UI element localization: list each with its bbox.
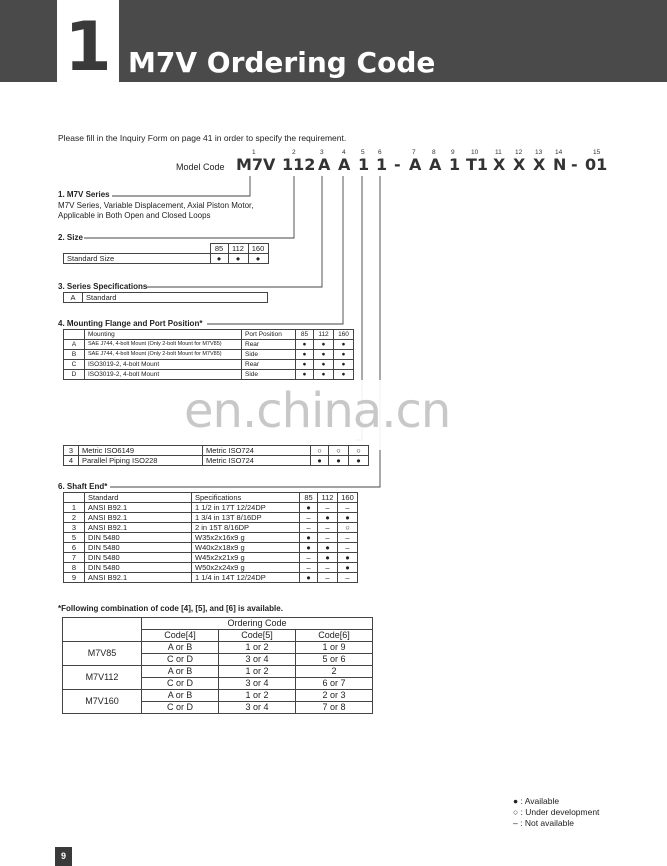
legend-label: : Under development	[520, 807, 600, 817]
header-cell: 112	[314, 330, 334, 340]
code-cell: 2	[296, 666, 373, 678]
leader-line-series	[112, 176, 250, 196]
port-cell: Rear	[242, 340, 296, 350]
position-number: 2	[292, 149, 296, 156]
position-number: 6	[378, 149, 382, 156]
code-part: X	[493, 155, 506, 174]
code-cell: 2	[64, 513, 85, 523]
availability-mark: ●	[338, 513, 358, 523]
availability-mark: ○	[349, 446, 369, 456]
under-development-icon: ○	[513, 807, 519, 817]
code-cell: A	[64, 340, 85, 350]
availability-mark: ●	[300, 573, 318, 583]
leader-line-spec	[146, 176, 322, 287]
table-row	[63, 690, 373, 702]
availability-mark: ●	[300, 543, 318, 553]
table-row	[64, 523, 358, 533]
availability-mark: –	[318, 523, 338, 533]
code-part: A	[338, 155, 351, 174]
table-row	[64, 456, 369, 466]
table-row	[63, 642, 373, 654]
code-part: 1	[358, 155, 370, 174]
code-part: X	[533, 155, 546, 174]
spec-cell: W35x2x16x9 g	[192, 533, 300, 543]
ordering-code-table	[62, 617, 373, 714]
header-cell: 85	[210, 244, 228, 254]
spec-table	[63, 292, 268, 303]
header-cell: Standard	[85, 493, 192, 503]
spec-cell: W50x2x24x9 g	[192, 563, 300, 573]
code-cell: A or B	[142, 666, 219, 678]
availability-mark: ●	[318, 553, 338, 563]
availability-mark: ●	[300, 533, 318, 543]
series-description: Applicable in Both Open and Closed Loops	[58, 211, 211, 220]
legend-label: : Not available	[520, 818, 574, 828]
availability-mark: ●	[314, 340, 334, 350]
available-icon: ●	[513, 796, 519, 806]
availability-mark: –	[338, 543, 358, 553]
availability-mark: ●	[296, 350, 314, 360]
port-table	[63, 445, 369, 466]
code-cell: 3 or 4	[219, 654, 296, 666]
port-type-cell: Parallel Piping ISO228	[79, 456, 203, 466]
code-part: 112	[282, 155, 316, 174]
availability-mark: ●	[334, 360, 354, 370]
availability-mark: –	[338, 533, 358, 543]
availability-mark: –	[318, 503, 338, 513]
code-cell: 1	[64, 503, 85, 513]
standard-cell: DIN 5480	[85, 553, 192, 563]
standard-cell: DIN 5480	[85, 563, 192, 573]
availability-mark: –	[318, 573, 338, 583]
legend-label: : Available	[520, 796, 560, 806]
code-part: N	[553, 155, 567, 174]
availability-mark: ●	[338, 553, 358, 563]
port-cell: Side	[242, 370, 296, 380]
table-row	[64, 350, 354, 360]
code-cell: B	[64, 350, 85, 360]
availability-mark: –	[300, 563, 318, 573]
code-part: -	[571, 155, 578, 174]
page-number: 9	[55, 847, 72, 866]
code-cell: 3 or 4	[219, 678, 296, 690]
header-cell: 85	[300, 493, 318, 503]
legend-item	[513, 796, 559, 806]
model-cell: M7V85	[63, 642, 142, 666]
code-part: 1	[376, 155, 388, 174]
code-part: A	[409, 155, 422, 174]
availability-mark: ●	[314, 370, 334, 380]
header-cell: 160	[338, 493, 358, 503]
ordering-code-header: Ordering Code	[142, 618, 373, 630]
table-row	[64, 533, 358, 543]
position-number: 8	[432, 149, 436, 156]
port-type-cell: Metric ISO6149	[79, 446, 203, 456]
code-cell: 5 or 6	[296, 654, 373, 666]
table-row	[64, 513, 358, 523]
availability-mark: ●	[248, 254, 268, 264]
position-number: 7	[412, 149, 416, 156]
availability-mark: –	[300, 523, 318, 533]
code-cell: 6 or 7	[296, 678, 373, 690]
standard-cell: ANSI B92.1	[85, 513, 192, 523]
availability-mark: ○	[338, 523, 358, 533]
availability-mark: –	[318, 533, 338, 543]
spec-cell: 1 3/4 in 13T 8/16DP	[192, 513, 300, 523]
code-cell: C or D	[142, 702, 219, 714]
code-part: A	[429, 155, 442, 174]
mounting-cell: ISO3019-2, 4-bolt Mount	[85, 360, 242, 370]
port-thread-cell: Metric ISO724	[203, 446, 311, 456]
section-title-spec: 3. Series Specifications	[58, 282, 148, 291]
code-cell: 3 or 4	[219, 702, 296, 714]
column-header: Code[5]	[219, 630, 296, 642]
availability-mark: ●	[296, 360, 314, 370]
table-row	[64, 573, 358, 583]
chapter-number: 1	[64, 8, 112, 87]
standard-cell: ANSI B92.1	[85, 573, 192, 583]
mounting-cell: ISO3019-2, 4-bolt Mount	[85, 370, 242, 380]
section-title-mount: 4. Mounting Flange and Port Position*	[58, 319, 203, 328]
watermark-text: en.china.cn	[184, 383, 451, 439]
intro-text: Please fill in the Inquiry Form on page 41 in order to specify the requirement.	[58, 133, 347, 143]
position-number: 15	[593, 149, 601, 156]
code-cell: 5	[64, 533, 85, 543]
empty-cell	[64, 244, 211, 254]
header-cell: 85	[296, 330, 314, 340]
code-cell: 2 or 3	[296, 690, 373, 702]
spec-cell: 2 in 15T 8/16DP	[192, 523, 300, 533]
column-header: Code[4]	[142, 630, 219, 642]
position-number: 12	[515, 149, 523, 156]
code-part: 01	[585, 155, 608, 174]
position-number: 13	[535, 149, 543, 156]
code-cell: C or D	[142, 678, 219, 690]
section-title-size: 2. Size	[58, 233, 83, 242]
header-cell: 160	[334, 330, 354, 340]
availability-mark: –	[300, 553, 318, 563]
header-cell: 112	[318, 493, 338, 503]
model-cell: M7V160	[63, 690, 142, 714]
port-thread-cell: Metric ISO724	[203, 456, 311, 466]
availability-mark: ●	[318, 543, 338, 553]
header-cell: Mounting	[85, 330, 242, 340]
code-cell: 1 or 2	[219, 642, 296, 654]
code-part: 1	[449, 155, 461, 174]
position-number: 10	[471, 149, 479, 156]
empty-cell	[63, 618, 142, 642]
code-cell: D	[64, 370, 85, 380]
availability-mark: ●	[314, 360, 334, 370]
table-row	[64, 553, 358, 563]
spec-cell: W45x2x21x9 g	[192, 553, 300, 563]
availability-mark: ○	[329, 446, 349, 456]
mount-table	[63, 329, 354, 380]
code-cell: 3	[64, 446, 79, 456]
header-cell: 160	[248, 244, 268, 254]
code-part: A	[318, 155, 331, 174]
availability-mark: ●	[311, 456, 329, 466]
availability-mark: ●	[210, 254, 228, 264]
header-cell: Port Position	[242, 330, 296, 340]
code-part: T1	[466, 155, 489, 174]
availability-mark: –	[318, 563, 338, 573]
page-title: M7V Ordering Code	[128, 46, 436, 79]
spec-cell: 1 1/2 in 17T 12/24DP	[192, 503, 300, 513]
header-cell: 112	[228, 244, 248, 254]
availability-mark: –	[338, 503, 358, 513]
legend-item	[513, 818, 574, 828]
table-row	[63, 666, 373, 678]
availability-mark: –	[338, 573, 358, 583]
availability-mark: ●	[300, 503, 318, 513]
table-row	[64, 563, 358, 573]
code-cell: 4	[64, 456, 79, 466]
standard-cell: ANSI B92.1	[85, 523, 192, 533]
standard-cell: ANSI B92.1	[85, 503, 192, 513]
header-cell: Specifications	[192, 493, 300, 503]
table-row	[64, 340, 354, 350]
position-number: 9	[451, 149, 455, 156]
port-cell: Rear	[242, 360, 296, 370]
availability-mark: ●	[228, 254, 248, 264]
code-cell: 7 or 8	[296, 702, 373, 714]
availability-mark: ●	[296, 340, 314, 350]
code-part: X	[513, 155, 526, 174]
code-cell: 1 or 2	[219, 690, 296, 702]
mounting-cell: SAE J744, 4-bolt Mount (Only 2-bolt Mount for M7V85)	[85, 340, 242, 350]
code-cell: 1 or 9	[296, 642, 373, 654]
availability-mark: ●	[334, 350, 354, 360]
spec-cell: 1 1/4 in 14T 12/24DP	[192, 573, 300, 583]
not-available-icon: –	[513, 818, 518, 828]
table-row	[64, 503, 358, 513]
position-number: 11	[495, 149, 502, 156]
code-cell: A or B	[142, 690, 219, 702]
availability-mark: ●	[334, 340, 354, 350]
model-code-label: Model Code	[176, 162, 225, 172]
column-header: Code[6]	[296, 630, 373, 642]
empty-cell	[64, 493, 85, 503]
code-cell: 6	[64, 543, 85, 553]
code-part: -	[394, 155, 401, 174]
size-table	[63, 243, 269, 264]
availability-mark: ○	[311, 446, 329, 456]
code-cell: A	[64, 293, 83, 303]
code-part: M7V	[236, 155, 276, 174]
table-row	[64, 370, 354, 380]
availability-mark: –	[300, 513, 318, 523]
table-row	[64, 446, 369, 456]
empty-cell	[64, 330, 85, 340]
port-cell: Side	[242, 350, 296, 360]
code-cell: 9	[64, 573, 85, 583]
availability-mark: ●	[296, 370, 314, 380]
code-cell: 8	[64, 563, 85, 573]
availability-mark: ●	[314, 350, 334, 360]
standard-cell: DIN 5480	[85, 533, 192, 543]
availability-mark: ●	[334, 370, 354, 380]
position-number: 5	[361, 149, 365, 156]
label-cell: Standard	[83, 293, 268, 303]
legend-item	[513, 807, 599, 817]
table-row	[64, 543, 358, 553]
code-cell: 3	[64, 523, 85, 533]
table-row	[64, 360, 354, 370]
code-cell: C or D	[142, 654, 219, 666]
series-description: M7V Series, Variable Displacement, Axial Piston Motor,	[58, 201, 254, 210]
model-cell: M7V112	[63, 666, 142, 690]
position-number: 3	[320, 149, 324, 156]
position-number: 1	[252, 149, 256, 156]
mounting-cell: SAE J744, 4-bolt Mount (Only 2-bolt Mount for M7V85)	[85, 350, 242, 360]
code-cell: 1 or 2	[219, 666, 296, 678]
availability-mark: ●	[329, 456, 349, 466]
row-label: Standard Size	[64, 254, 211, 264]
availability-mark: ●	[349, 456, 369, 466]
standard-cell: DIN 5480	[85, 543, 192, 553]
section-title-series: 1. M7V Series	[58, 190, 110, 199]
section-title-shaft: 6. Shaft End*	[58, 482, 108, 491]
combination-note: *Following combination of code [4], [5], and [6] is available.	[58, 604, 283, 613]
shaft-table	[63, 492, 358, 583]
availability-mark: ●	[318, 513, 338, 523]
position-number: 14	[555, 149, 563, 156]
availability-mark: ●	[338, 563, 358, 573]
code-cell: 7	[64, 553, 85, 563]
spec-cell: W40x2x18x9 g	[192, 543, 300, 553]
position-number: 4	[342, 149, 346, 156]
code-cell: C	[64, 360, 85, 370]
code-cell: A or B	[142, 642, 219, 654]
